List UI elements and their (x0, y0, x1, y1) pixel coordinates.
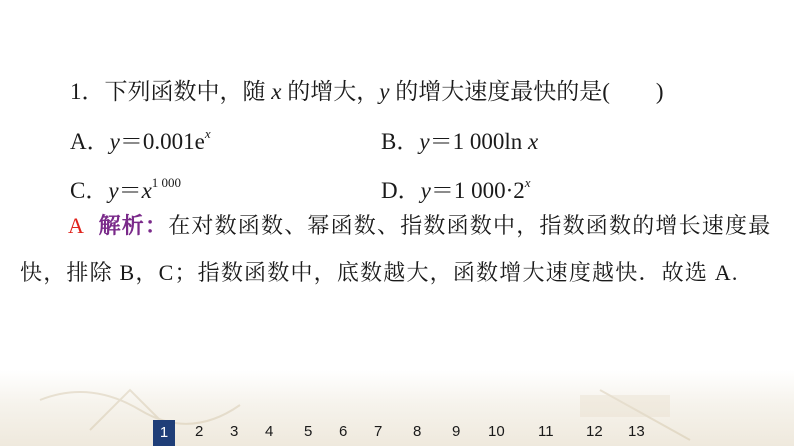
option-a-label: A． (70, 129, 110, 154)
answer-letter: A (68, 213, 84, 238)
page-13[interactable]: 13 (628, 423, 645, 440)
option-a-lhs: y (109, 129, 120, 154)
option-b[interactable] (381, 123, 538, 156)
question-text-2: 的增大， (287, 79, 380, 104)
page-12[interactable]: 12 (586, 423, 603, 440)
page-7[interactable]: 7 (374, 423, 383, 440)
page-1[interactable]: 1 (153, 420, 175, 446)
option-b-expr: ＝1 000ln (429, 129, 523, 154)
option-d-exponent: x (524, 175, 531, 190)
page-4[interactable]: 4 (265, 423, 274, 440)
option-c[interactable] (70, 172, 181, 205)
variable-y: y (379, 79, 390, 104)
option-b-label: B． (381, 129, 420, 154)
page-3[interactable]: 3 (230, 423, 239, 440)
decorative-sketch (0, 360, 794, 446)
option-b-var: x (527, 129, 539, 154)
page-2[interactable]: 2 (195, 423, 204, 440)
option-a[interactable] (70, 123, 211, 156)
explanation-title: 解析： (98, 213, 169, 238)
page-9[interactable]: 9 (452, 423, 461, 440)
question-text-3: 的增大速度最快的是( ) (395, 79, 664, 104)
variable-x: x (271, 79, 282, 104)
option-d[interactable] (381, 172, 531, 205)
page-11[interactable]: 11 (538, 423, 554, 440)
option-b-lhs: y (419, 129, 430, 154)
option-d-expr: ＝1 000·2 (430, 178, 525, 203)
question-stem (70, 73, 664, 106)
option-a-exponent: x (204, 126, 211, 141)
option-c-lhs: y (108, 178, 119, 203)
page-5[interactable]: 5 (304, 423, 313, 440)
option-c-exponent: 1 000 (151, 175, 182, 190)
page-10[interactable]: 10 (488, 423, 505, 440)
option-a-expr: ＝0.001e (119, 129, 205, 154)
option-c-expr: ＝ (118, 178, 142, 203)
explanation (20, 202, 780, 296)
option-d-lhs: y (420, 178, 431, 203)
question-number: 1． (70, 79, 105, 104)
question-text-1: 下列函数中，随 (104, 79, 266, 104)
option-c-base: x (141, 178, 152, 203)
option-c-label: C． (70, 178, 109, 203)
option-d-label: D． (381, 178, 421, 203)
page-6[interactable]: 6 (339, 423, 348, 440)
page-8[interactable]: 8 (413, 423, 422, 440)
explanation-text: 在对数函数、幂函数、指数函数中，指数函数的增长速度最快，排除 B，C；指数函数中，底数越大，函数增大速度越快．故选 A. (20, 213, 772, 285)
